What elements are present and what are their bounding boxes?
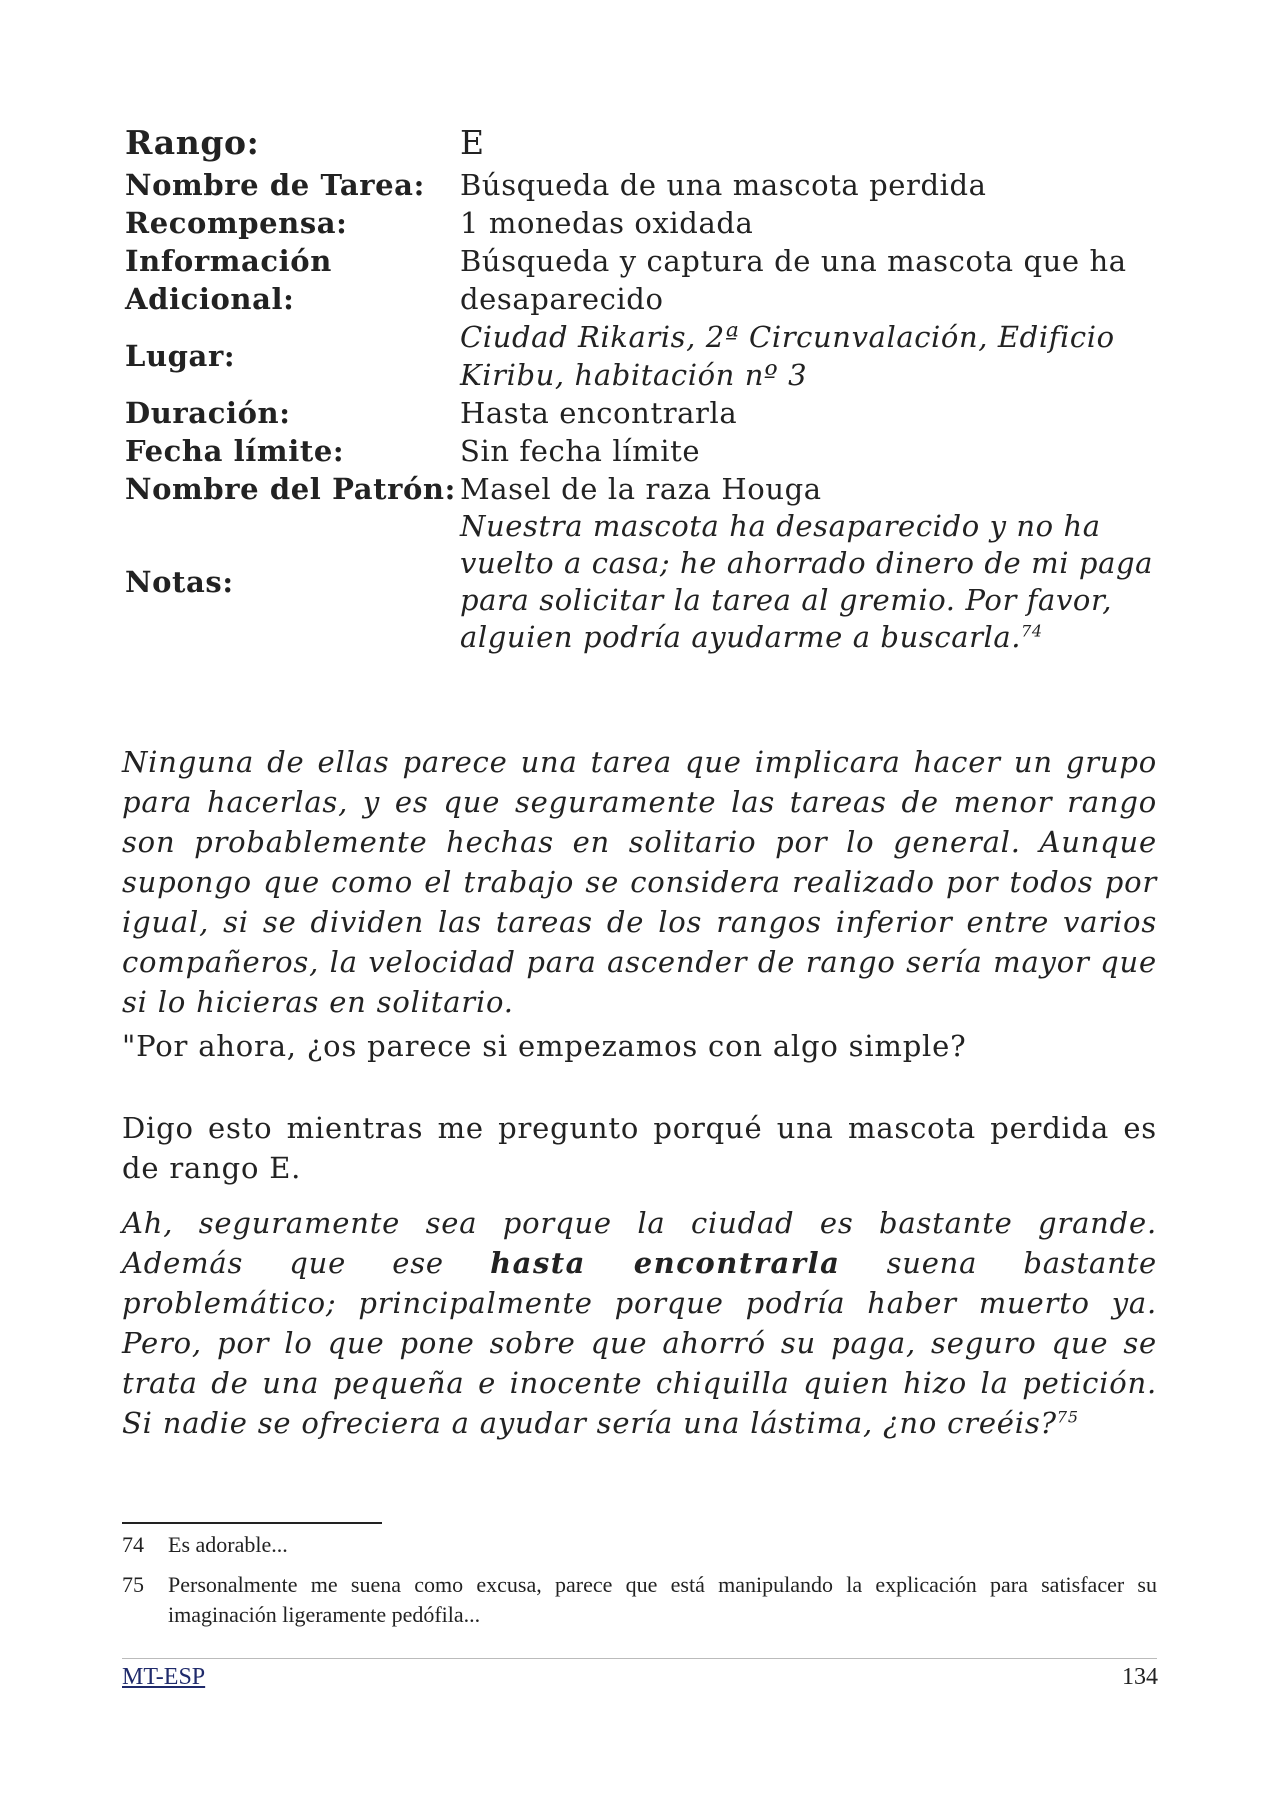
footnote-ref: 74 — [1021, 621, 1043, 641]
footnote-number: 75 — [122, 1572, 144, 1597]
task-value: Hasta encontrarla — [460, 396, 738, 430]
footnote-ref: 75 — [1056, 1407, 1079, 1427]
task-row-informacion — [125, 242, 1165, 318]
task-value: Ciudad Rikaris, 2ª Circunvalación, Edificio Kiribu, habitación nº 3 — [460, 320, 1115, 392]
task-row-rango — [125, 120, 1165, 166]
task-label: Fecha límite: — [125, 434, 345, 468]
footnote-text: Es adorable... — [168, 1532, 288, 1557]
task-value: 1 monedas oxidada — [460, 206, 754, 240]
footnote-divider — [122, 1522, 382, 1524]
task-row-patron — [125, 470, 1165, 508]
task-label: Información Adicional: — [125, 244, 332, 316]
task-value: Búsqueda y captura de una mascota que ha desaparecido — [460, 244, 1127, 316]
task-label: Nombre de Tarea: — [125, 168, 425, 202]
task-row-nombre — [125, 166, 1165, 204]
task-row-notas — [125, 508, 1165, 656]
task-label: Lugar: — [125, 339, 236, 373]
task-value — [460, 508, 1165, 656]
footnote — [122, 1570, 1157, 1630]
footer-link[interactable]: MT-ESP — [122, 1664, 206, 1690]
task-row-fecha — [125, 432, 1165, 470]
footnote-text: Personalmente me suena como excusa, parece que está manipulando la explicación para satisfacer su imaginación ligeramente pedófila... — [168, 1572, 1157, 1627]
notes-text: Nuestra mascota ha desaparecido y no ha vuelto a casa; he ahorrado dinero de mi paga para solicitar la tarea al gremio. Por favor, alguien podría ayudarme a buscarla. — [460, 509, 1154, 654]
paragraph-text: Ah, seguramente sea porque la ciudad es bastante grande. Además que ese — [122, 1206, 1157, 1280]
task-value: Búsqueda de una mascota perdida — [460, 168, 987, 202]
task-label: Nombre del Patrón: — [125, 472, 456, 506]
task-row-lugar — [125, 318, 1165, 394]
paragraph-text: suena bastante problemático; principalmente porque podría haber muerto ya. Pero, por lo que pone sobre que ahorró su paga, seguro que se trata de una pequeña e inocente chiquilla quien hizo la petición. Si nadie se ofreciera a ayudar sería una lástima, ¿no creéis? — [122, 1246, 1157, 1440]
task-label: Duración: — [125, 396, 291, 430]
dialogue-paragraph: "Por ahora, ¿os parece si empezamos con algo simple? — [122, 1029, 967, 1063]
footnote-number: 74 — [122, 1532, 144, 1557]
paragraph: Digo esto mientras me pregunto porqué una mascota perdida es de rango E. — [122, 1111, 1157, 1185]
footnote — [122, 1530, 1157, 1560]
task-label: Recompensa: — [125, 206, 348, 240]
emphasis-text: hasta encontrarla — [490, 1246, 841, 1280]
task-row-recompensa — [125, 204, 1165, 242]
footer-divider — [122, 1658, 1157, 1659]
page-number: 134 — [1122, 1664, 1158, 1690]
paragraph — [122, 1203, 1157, 1443]
task-row-duracion — [125, 394, 1165, 432]
task-label: Notas: — [125, 565, 234, 599]
task-value: E — [460, 123, 485, 162]
task-label: Rango: — [125, 123, 260, 162]
task-value: Sin fecha límite — [460, 434, 701, 468]
task-info-table — [125, 120, 1165, 656]
paragraph: Ninguna de ellas parece una tarea que implicara hacer un grupo para hacerlas, y es que seguramente las tareas de menor rango son probablemente hechas en solitario por lo general. Aunque supongo que como el trabajo se considera realizado por todos por igual, si se dividen las tareas de los rangos inferior entre varios compañeros, la velocidad para ascender de rango sería mayor que si lo hicieras en solitario. — [122, 745, 1157, 1019]
task-value: Masel de la raza Houga — [460, 472, 822, 506]
